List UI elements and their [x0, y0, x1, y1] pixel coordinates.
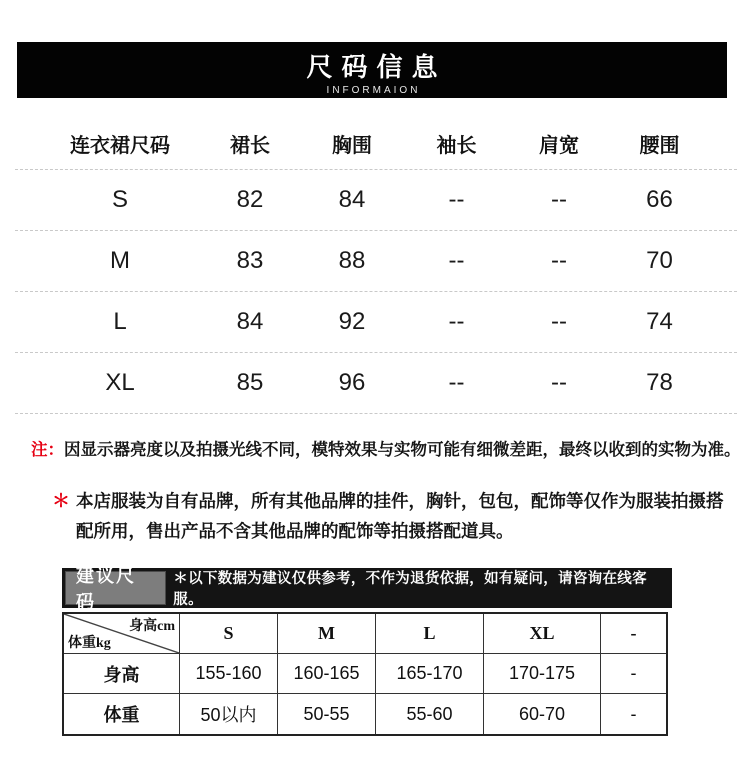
weight-value: 60-70: [484, 694, 601, 734]
diagonal-header-cell: [64, 614, 180, 654]
value-cell: 78: [646, 369, 673, 396]
value-cell: 82: [236, 186, 264, 213]
value-cell: --: [551, 369, 567, 396]
weight-value: 50-55: [278, 694, 376, 734]
corner-weight-label: 体重kg: [68, 636, 111, 651]
height-value: 170-175: [484, 654, 601, 694]
table-row-xl: [15, 353, 737, 414]
value-cell: --: [448, 308, 465, 335]
value-cell: 96: [338, 369, 366, 396]
weight-value: -: [630, 703, 637, 724]
row-label-height: 身高: [64, 654, 180, 694]
height-value: 165-170: [376, 654, 484, 694]
value-cell: --: [448, 186, 465, 213]
suggestion-col-m: M: [278, 614, 376, 654]
suggestion-weight-row: [64, 694, 666, 734]
suggestion-header-row: [64, 614, 666, 654]
value-cell: --: [551, 247, 567, 274]
value-cell: --: [448, 247, 465, 274]
size-cell: S: [111, 186, 128, 213]
suggestion-disclaimer: ＊以下数据为建议仅供参考，不作为退货依据，如有疑问，请咨询在线客服。: [173, 571, 647, 608]
weight-value: 50以内: [180, 694, 278, 734]
size-cell: L: [113, 308, 127, 335]
size-table-header-row: [15, 118, 737, 170]
suggestion-table: [62, 612, 668, 736]
height-value: -: [601, 654, 666, 694]
suggested-size-label: 建议尺码: [65, 571, 166, 605]
table-row-m: [15, 231, 737, 292]
brand-note: [52, 486, 732, 546]
display-note: [31, 438, 743, 462]
value-cell: --: [551, 308, 567, 335]
value-cell: 84: [236, 308, 264, 335]
value-cell: 70: [646, 247, 673, 274]
value-cell: --: [448, 369, 465, 396]
column-header-waist: 腰围: [639, 135, 680, 157]
suggested-size-bar: [62, 566, 672, 612]
size-cell: M: [110, 247, 130, 274]
brand-note-text: 本店服装为自有品牌，所有其他品牌的挂件，胸针，包包，配饰等仅作为服装拍摄搭配所用，售出产品不含其他品牌的配饰等拍摄搭配道具。: [76, 491, 724, 541]
row-label-weight: 体重: [64, 694, 180, 734]
weight-value: 55-60: [376, 694, 484, 734]
value-cell: 92: [338, 308, 366, 335]
value-cell: 74: [646, 308, 673, 335]
value-cell: 83: [236, 247, 264, 274]
value-cell: 84: [338, 186, 366, 213]
asterisk-mark: ＊: [52, 491, 70, 511]
suggestion-height-row: [64, 654, 666, 694]
height-value: 160-165: [278, 654, 376, 694]
page-subtitle: INFORMAION: [326, 85, 421, 96]
size-table: [0, 118, 750, 414]
table-row-l: [15, 292, 737, 353]
suggestion-col-l: L: [376, 614, 484, 654]
column-header-shoulder: 肩宽: [539, 135, 579, 157]
column-header-bust: 胸围: [332, 135, 372, 157]
suggestion-col-dash: -: [601, 614, 666, 654]
suggestion-col-s: S: [180, 614, 278, 654]
size-cell: XL: [105, 369, 135, 396]
table-row-s: [15, 170, 737, 231]
corner-height-label: 身高cm: [129, 619, 175, 634]
note-prefix: 注：: [31, 441, 64, 459]
value-cell: 88: [338, 247, 366, 274]
column-header-size: 连衣裙尺码: [70, 135, 170, 157]
page-title: 尺码信息: [306, 52, 447, 82]
suggestion-col-xl: XL: [484, 614, 601, 654]
height-value: 155-160: [180, 654, 278, 694]
value-cell: 85: [236, 369, 264, 396]
note-text: 因显示器亮度以及拍摄光线不同，模特效果与实物可能有细微差距，最终以收到的实物为准。: [64, 441, 741, 459]
value-cell: --: [551, 186, 567, 213]
column-header-length: 裙长: [230, 135, 270, 157]
banner: [17, 42, 727, 98]
column-header-sleeve: 袖长: [436, 135, 477, 157]
value-cell: 66: [646, 186, 673, 213]
